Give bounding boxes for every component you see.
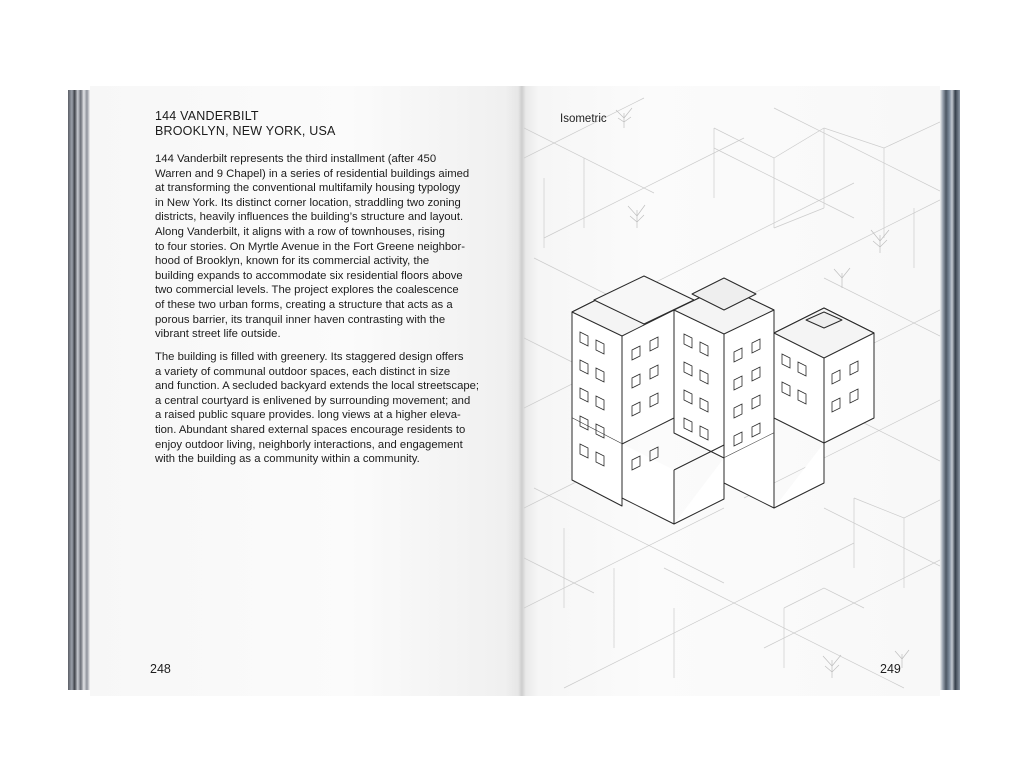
text-line: with the building as a community within a community. — [155, 453, 420, 466]
text-line: enjoy outdoor living, neighborly interactions, and engagement — [155, 438, 463, 451]
text-line: at transforming the conventional multifamily housing typology — [155, 182, 461, 195]
text-line: Warren and 9 Chapel) in a series of residential buildings aimed — [155, 167, 470, 180]
text-line: and function. A secluded backyard extends the local streetscape; — [155, 380, 480, 393]
text-line: a raised public square provides. long views at a higher eleva- — [155, 409, 461, 422]
text-line: in New York. Its distinct corner location, straddling two zoning — [155, 196, 461, 209]
text-line: vibrant street life outside. — [155, 328, 281, 341]
text-line: Along Vanderbilt, it aligns with a row of townhouses, rising — [155, 225, 445, 238]
drawing-caption: Isometric — [560, 113, 607, 125]
text-line: a variety of communal outdoor spaces, each distinct in size — [155, 365, 451, 378]
text-line: districts, heavily influences the building’s structure and layout. — [155, 211, 464, 224]
text-line: two commercial levels. The project explores the coalescence — [155, 284, 459, 297]
text-line: of these two urban forms, creating a structure that acts as a — [155, 298, 453, 311]
project-title: 144 VANDERBILT — [155, 109, 259, 123]
project-location: BROOKLYN, NEW YORK, USA — [155, 124, 336, 138]
building-massing — [572, 276, 874, 524]
page-number-right: 249 — [880, 662, 901, 676]
page-number-left: 248 — [150, 662, 171, 676]
right-page-edges — [940, 90, 960, 690]
isometric-building-drawing — [524, 88, 940, 694]
text-line: hood of Brooklyn, known for its commercial activity, the — [155, 255, 430, 268]
text-line: to four stories. On Myrtle Avenue in the Fort Greene neighbor- — [155, 240, 465, 253]
text-line: The building is filled with greenery. Its staggered design offers — [155, 351, 464, 363]
text-line: 144 Vanderbilt represents the third installment (after 450 — [155, 153, 437, 165]
text-line: tion. Abundant shared external spaces encourage residents to — [155, 423, 466, 436]
left-page-edges — [68, 90, 90, 690]
text-line: a central courtyard is enlivened by surrounding movement; and — [155, 394, 471, 407]
body-paragraph-2 — [155, 350, 510, 467]
text-line: building expands to accommodate six residential floors above — [155, 269, 463, 282]
body-paragraph-1 — [155, 152, 510, 342]
text-line: porous barrier, its tranquil inner haven contrasting with the — [155, 313, 446, 326]
